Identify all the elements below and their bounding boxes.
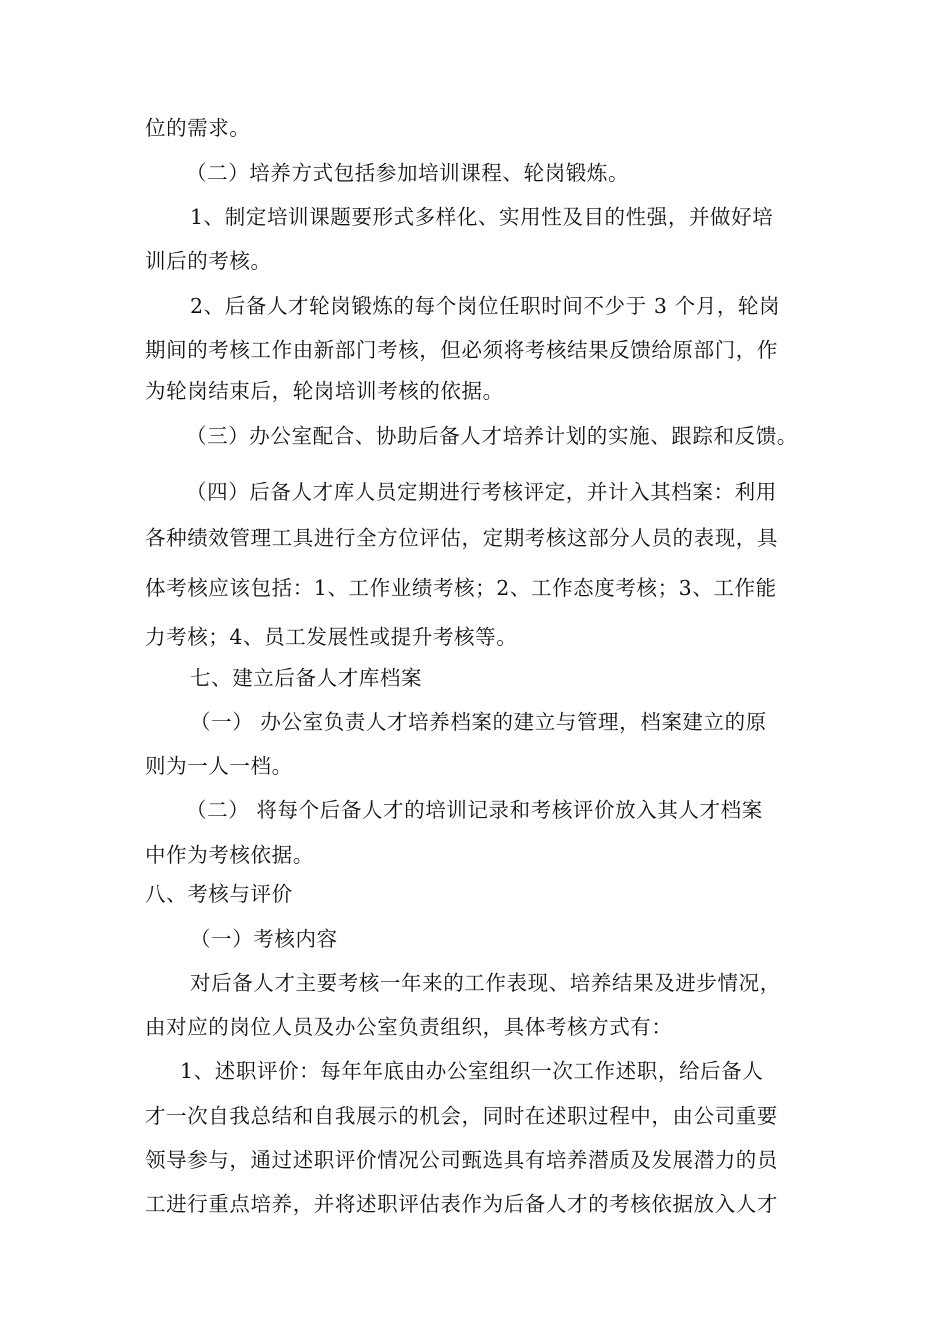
text-line: 由对应的岗位人员及办公室负责组织，具体考核方式有： (145, 1015, 673, 1039)
text-line: （一） 办公室负责人才培养档案的建立与管理，档案建立的原 (190, 710, 767, 734)
text-line: 中作为考核依据。 (145, 843, 314, 867)
text-line: 1、制定培训课题要形式多样化、实用性及目的性强，并做好培 (190, 205, 774, 229)
subsection-heading: （一）考核内容 (190, 927, 338, 951)
text-line: 2、后备人才轮岗锻炼的每个岗位任职时间不少于 3 个月，轮岗 (190, 294, 781, 318)
text-line: 才一次自我总结和自我展示的机会，同时在述职过程中，由公司重要 (145, 1104, 778, 1128)
text-line: （三）办公室配合、协助后备人才培养计划的实施、跟踪和反馈。 (186, 424, 798, 448)
text-line: 位的需求。 (145, 116, 251, 140)
text-line: 体考核应该包括：1、工作业绩考核；2、工作态度考核；3、工作能 (145, 576, 777, 600)
section-heading: 七、建立后备人才库档案 (190, 666, 423, 690)
text-line: 则为一人一档。 (145, 754, 293, 778)
text-line: 工进行重点培养，并将述职评估表作为后备人才的考核依据放入人才 (145, 1192, 778, 1216)
text-line: 为轮岗结束后，轮岗培训考核的依据。 (145, 379, 504, 403)
text-line: 对后备人才主要考核一年来的工作表现、培养结果及进步情况， (190, 971, 781, 995)
text-line: 期间的考核工作由新部门考核，但必须将考核结果反馈给原部门，作 (145, 338, 778, 362)
text-line: 力考核；4、员工发展性或提升考核等。 (145, 625, 518, 649)
text-line: 训后的考核。 (145, 249, 272, 273)
text-line: 各种绩效管理工具进行全方位评估，定期考核这部分人员的表现，具 (145, 526, 778, 550)
text-line: （二）培养方式包括参加培训课程、轮岗锻炼。 (186, 161, 630, 185)
section-heading: 八、考核与评价 (145, 882, 293, 906)
text-line: 1、述职评价：每年年底由办公室组织一次工作述职，给后备人 (180, 1059, 764, 1083)
text-line: （四）后备人才库人员定期进行考核评定，并计入其档案：利用 (186, 480, 777, 504)
text-line: 领导参与，通过述职评价情况公司甄选具有培养潜质及发展潜力的员 (145, 1148, 778, 1172)
text-line: （二） 将每个后备人才的培训记录和考核评价放入其人才档案 (186, 798, 763, 822)
